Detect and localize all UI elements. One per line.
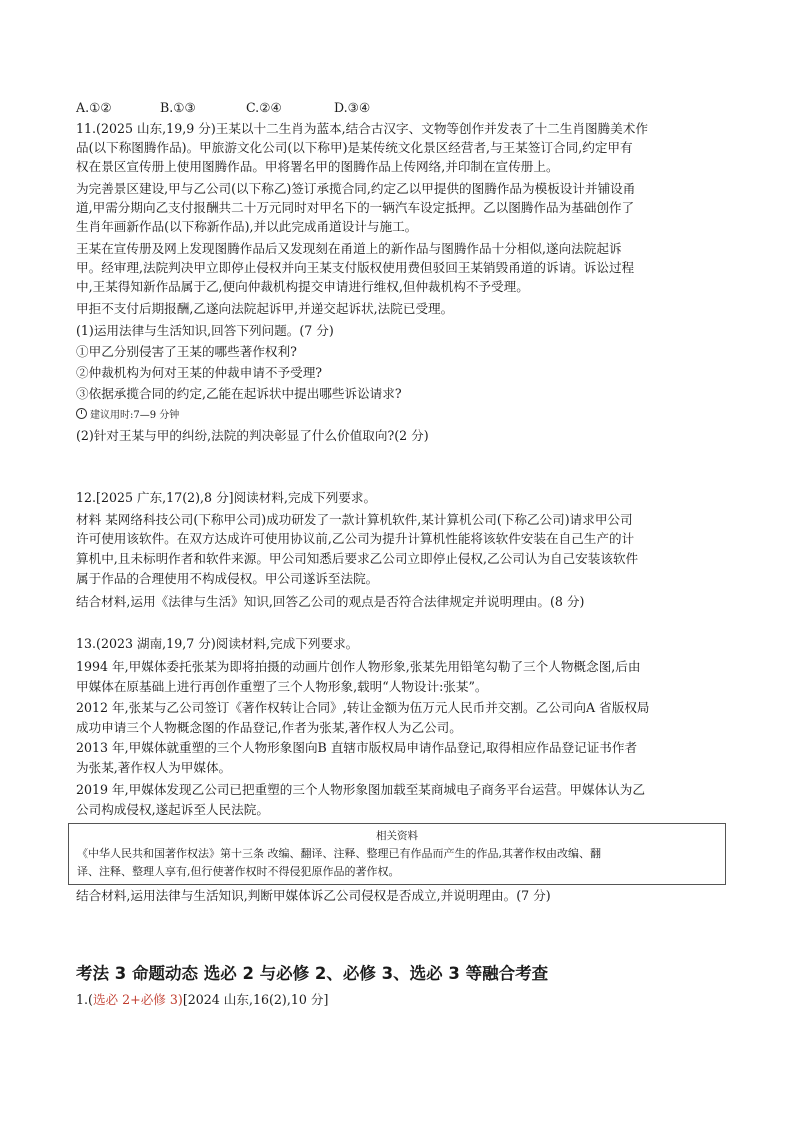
option-d: D.③④ bbox=[334, 100, 371, 115]
reference-box bbox=[68, 823, 726, 885]
q13-line: 1994 年,甲媒体委托张某为即将拍摄的动画片创作人物形象,张某先用铅笔勾勒了三个人物概念图,后由 bbox=[76, 659, 641, 674]
reference-box-line: 译、注释、整理人享有,但行使著作权时不得侵犯原作品的著作权。 bbox=[77, 865, 400, 878]
q11-subquestion: (1)运用法律与生活知识,回答下列问题。(7 分) bbox=[76, 323, 334, 338]
clock-icon bbox=[76, 408, 87, 419]
q11-line: 道,甲需分期向乙支付报酬共二十万元同时对甲名下的一辆汽车设定抵押。乙以图腾作品为基础创作了 bbox=[76, 200, 635, 215]
q11-line: 11.(2025 山东,19,9 分)王某以十二生肖为蓝本,结合古汉字、文物等创作并发表了十二生肖图腾美术作 bbox=[76, 121, 648, 136]
section-q1 bbox=[76, 992, 328, 1008]
q11-line: 品(以下称图腾作品)。甲旅游文化公司(以下称甲)是某传统文化景区经营者,与王某签订合同,约定甲有 bbox=[76, 140, 633, 155]
q11-item-1: ①甲乙分别侵害了王某的哪些著作权利? bbox=[76, 344, 297, 359]
q12-task: 结合材料,运用《法律与生活》知识,回答乙公司的观点是否符合法律规定并说明理由。(8 分) bbox=[76, 594, 585, 609]
q11-line: 甲拒不支付后期报酬,乙遂向法院起诉甲,并递交起诉状,法院已受理。 bbox=[76, 301, 454, 316]
q1-source: [2024 山东,16(2),10 分] bbox=[182, 992, 329, 1007]
q12-line: 算机中,且未标明作者和软件来源。甲公司知悉后要求乙公司立即停止侵权,乙公司认为自己安装该软件 bbox=[76, 551, 639, 566]
q11-line: 王某在宣传册及网上发现图腾作品后又发现刻在甬道上的新作品与图腾作品十分相似,遂向法院起诉 bbox=[76, 241, 622, 256]
option-b: B.①③ bbox=[160, 100, 196, 115]
q12-line: 属于作品的合理使用不构成侵权。甲公司遂诉至法院。 bbox=[76, 571, 379, 586]
time-tip bbox=[76, 408, 179, 424]
option-a: A.①② bbox=[76, 100, 112, 115]
q11-item-3: ③依据承揽合同的约定,乙能在起诉状中提出哪些诉讼请求? bbox=[76, 386, 402, 401]
q1-module-tag: 选必 2+必修 3) bbox=[92, 992, 183, 1007]
q13-line: 2012 年,张某与乙公司签订《著作权转让合同》,转让金额为伍万元人民币并交割。乙公司向A 省版权局 bbox=[76, 700, 650, 715]
q11-line: 生肖年画新作品(以下称新作品),并以此完成甬道设计与施工。 bbox=[76, 219, 418, 234]
q13-line: 2019 年,甲媒体发现乙公司已把重塑的三个人物形象图加载至某商城电子商务平台运营。甲媒体认为乙 bbox=[76, 782, 645, 797]
q13-line: 2013 年,甲媒体就重塑的三个人物形象图向B 直辖市版权局申请作品登记,取得相应作品登记证书作者 bbox=[76, 740, 638, 755]
q13-line: 公司构成侵权,遂起诉至人民法院。 bbox=[76, 802, 269, 817]
q13-line: 甲媒体在原基础上进行再创作重塑了三个人物形象,载明“人物设计:张某”。 bbox=[76, 679, 488, 694]
q13-line: 为张某,著作权人为甲媒体。 bbox=[76, 760, 232, 775]
q11-line: 中,王某得知新作品属于乙,便向仲裁机构提交申请进行维权,但仲裁机构不予受理。 bbox=[76, 279, 529, 294]
q11-line: 甲。经审理,法院判决甲立即停止侵权并向王某支付版权使用费但驳回王某销毁甬道的诉请。诉讼过程 bbox=[76, 260, 635, 275]
time-tip-text: 建议用时:7—9 分钟 bbox=[90, 410, 180, 421]
q11-item-2: ②仲裁机构为何对王某的仲裁申请不予受理? bbox=[76, 365, 323, 380]
q13-task: 结合材料,运用法律与生活知识,判断甲媒体诉乙公司侵权是否成立,并说明理由。(7 分) bbox=[76, 888, 551, 903]
section-heading: 考法 3 命题动态 选必 2 与必修 2、必修 3、选必 3 等融合考查 bbox=[76, 964, 549, 983]
q1-number: 1.( bbox=[76, 992, 93, 1007]
q12-line: 材料 某网络科技公司(下称甲公司)成功研发了一款计算机软件,某计算机公司(下称乙公司)请求甲公司 bbox=[76, 512, 633, 527]
q13-line: 13.(2023 湖南,19,7 分)阅读材料,完成下列要求。 bbox=[76, 636, 359, 651]
option-c: C.②④ bbox=[246, 100, 282, 115]
q11-part2: (2)针对王某与甲的纠纷,法院的判决彰显了什么价值取向?(2 分) bbox=[76, 428, 429, 443]
q13-line: 成功申请三个人物概念图的作品登记,作者为张某,著作权人为乙公司。 bbox=[76, 720, 462, 735]
reference-box-line: 《中华人民共和国著作权法》第十三条 改编、翻译、注释、整理已有作品而产生的作品,其著作权由改编、翻 bbox=[77, 847, 601, 860]
q11-line: 权在景区宣传册上使用图腾作品。甲将署名甲的图腾作品上传网络,并印制在宣传册上。 bbox=[76, 159, 559, 174]
reference-box-title: 相关资料 bbox=[376, 830, 418, 842]
q12-line: 12.[2025 广东,17(2),8 分]阅读材料,完成下列要求。 bbox=[76, 490, 377, 505]
q12-line: 许可使用该软件。在双方达成许可使用协议前,乙公司为提升计算机性能将该软件安装在自己生产的计 bbox=[76, 531, 635, 546]
q11-line: 为完善景区建设,甲与乙公司(以下称乙)签订承揽合同,约定乙以甲提供的图腾作品为模板设计并铺设甬 bbox=[76, 181, 636, 196]
